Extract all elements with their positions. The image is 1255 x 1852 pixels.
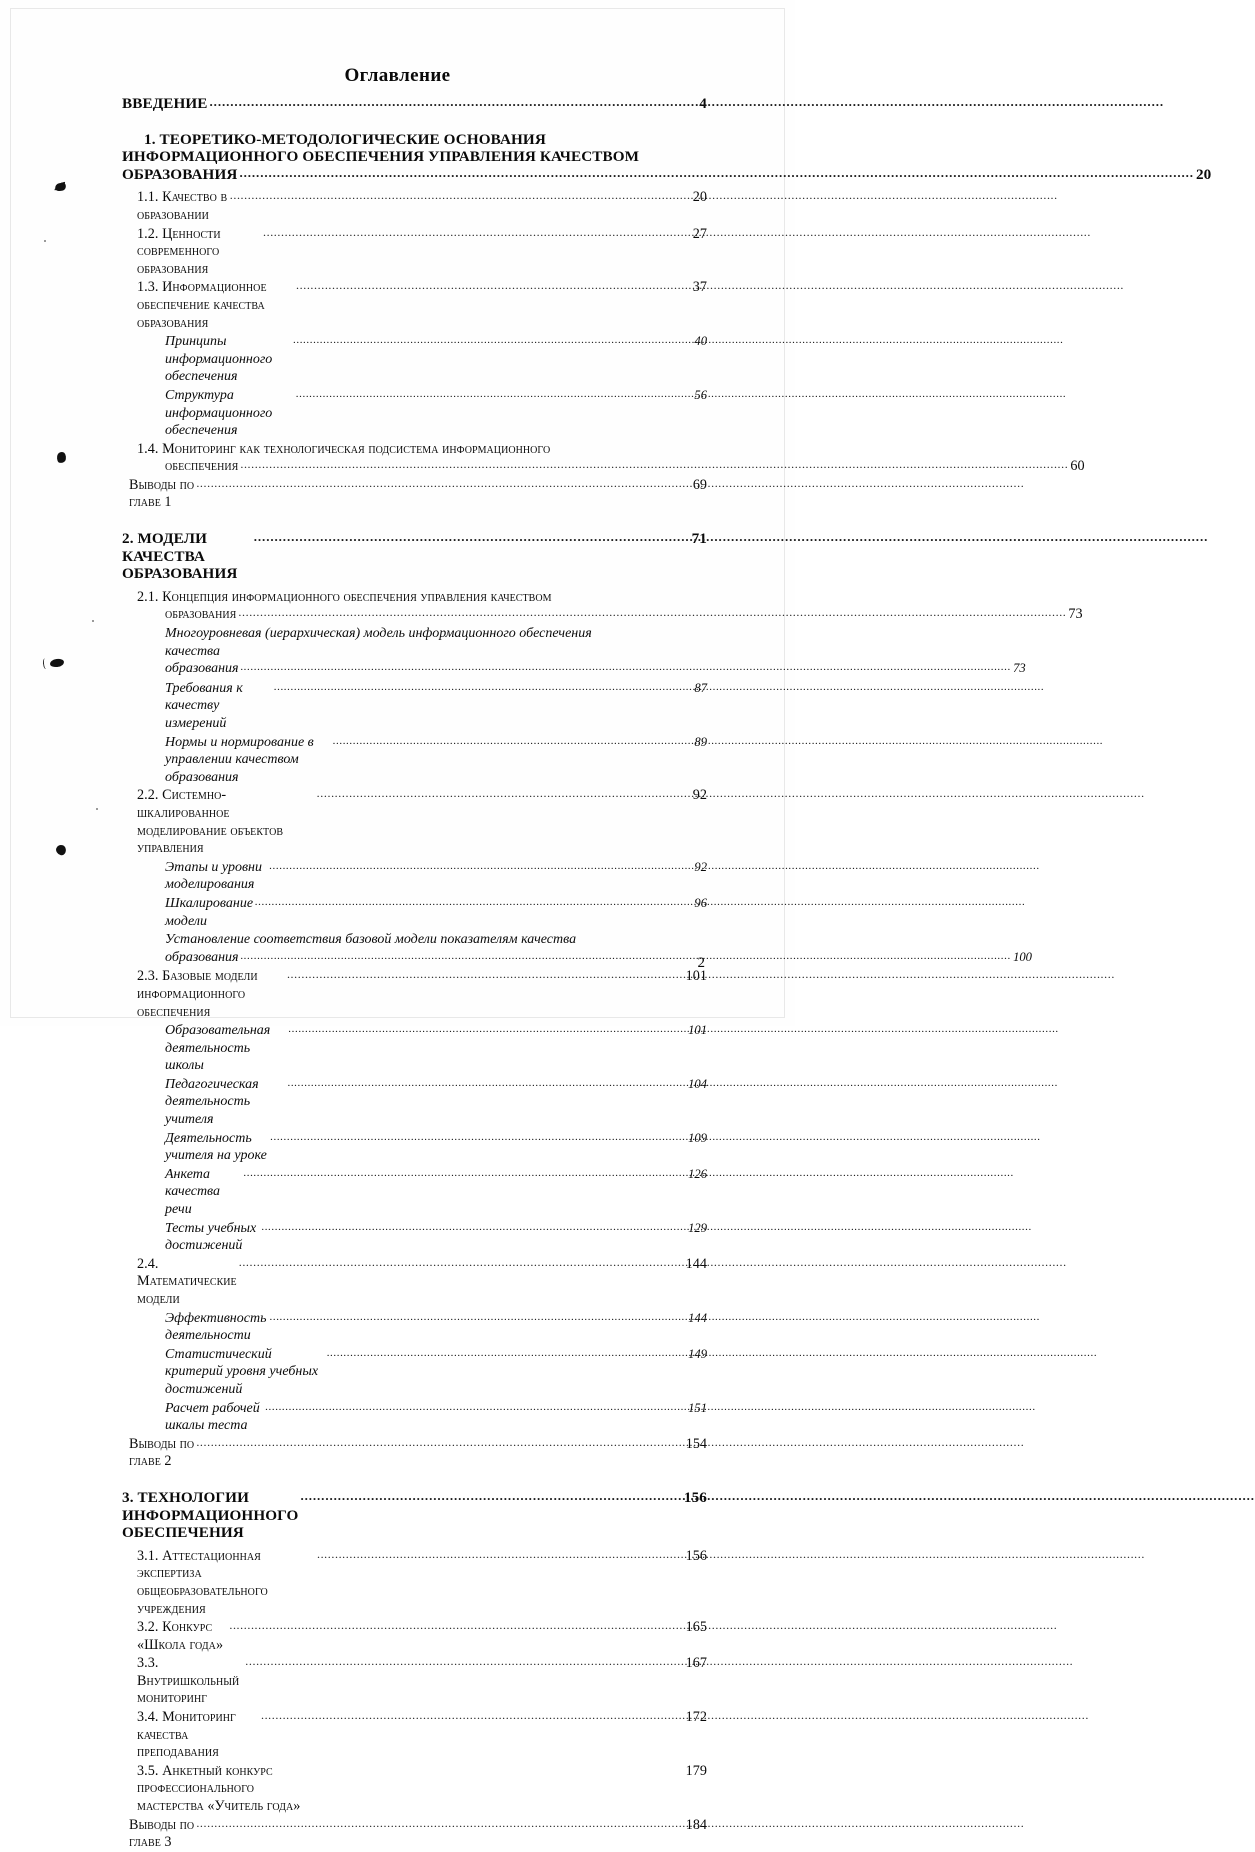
toc-page-number: 144: [685, 1255, 707, 1272]
toc-entry-label: 3.3. Внутришкольный мониторинг: [137, 1655, 243, 1707]
toc-entry-section[interactable]: [122, 968, 707, 1021]
toc-leader-dots: [196, 1434, 683, 1452]
toc-entry-label: Требования к качеству измерений: [165, 680, 247, 731]
toc-leader-dots: [296, 277, 683, 295]
toc-leader-dots: [245, 1653, 683, 1671]
toc-entry-sub[interactable]: [122, 387, 707, 440]
toc-entry-row: [122, 95, 707, 113]
toc-entry-row: [137, 1548, 707, 1618]
toc-entry-section[interactable]: [122, 588, 1083, 624]
toc-leader-dots: [229, 1617, 683, 1635]
toc-leader-dots: [196, 475, 683, 493]
toc-entry-label: 1.3. Информационное обеспечение качества образования: [137, 279, 271, 331]
toc-entry-sub[interactable]: [122, 895, 707, 930]
toc-entry-conclusion[interactable]: [122, 1436, 707, 1471]
toc-leader-dots: [333, 733, 685, 751]
toc-entry-sub[interactable]: [122, 1310, 707, 1345]
toc-page-number: 20: [1195, 165, 1212, 183]
toc-entry-label: Выводы по главе 1: [129, 476, 198, 511]
toc-page-number: 37: [692, 279, 707, 296]
toc-entry-row: [165, 1130, 707, 1165]
toc-entry-label: 3.5. Анкетный конкурс профессионального мастерства «Учитель года»: [137, 1762, 301, 1815]
toc-entry-label: 1.1. Качество в образовании: [137, 189, 231, 223]
toc-entry-row: [137, 189, 707, 224]
toc-entry-row: [137, 1619, 707, 1654]
toc-page-number: 129: [688, 1220, 707, 1235]
toc-entry-label: Образовательная деятельность школы: [165, 1023, 274, 1074]
toc-entry-label: Эффективность деятельности: [165, 1310, 270, 1344]
toc-entry-section[interactable]: [122, 226, 707, 279]
toc-entry-row: [122, 165, 1212, 184]
toc-entry-section[interactable]: [122, 787, 707, 857]
toc-page-number: 73: [1068, 606, 1083, 623]
toc-page-number: 96: [694, 895, 707, 910]
toc-page-number: 73: [1013, 661, 1026, 676]
toc-page-number: 179: [685, 1762, 707, 1779]
toc-entry-label: Принципы информационного обеспечения: [165, 334, 276, 385]
toc-entry-label: обеспечения: [165, 458, 239, 475]
toc-entry-row: [137, 1709, 707, 1762]
toc-entry-sub[interactable]: [122, 1400, 707, 1435]
toc-leader-dots: [210, 93, 679, 111]
toc-entry-row: [165, 1076, 707, 1129]
scan-artifact-speck: [44, 240, 46, 242]
toc-page-number: 184: [685, 1816, 707, 1833]
page-number: 2: [697, 955, 705, 971]
toc-entry-label: 1.2. Ценности современного образования: [137, 225, 225, 277]
toc-entry-chapter[interactable]: [122, 95, 707, 113]
toc-entry-row: [137, 1256, 707, 1309]
toc-leader-dots: [244, 1165, 685, 1183]
toc-leader-dots: [274, 679, 685, 697]
toc-page-number: 172: [685, 1709, 707, 1726]
toc-entry-row: [165, 680, 707, 733]
toc-entry-row: [165, 643, 1026, 679]
toc-leader-dots: [238, 605, 1066, 619]
toc-entry-row: [122, 1489, 707, 1542]
toc-page-number: 149: [688, 1346, 707, 1361]
toc-entry-line: ИНФОРМАЦИОННОГО ОБЕСПЕЧЕНИЯ УПРАВЛЕНИЯ КАЧЕСТВОМ: [122, 148, 640, 166]
toc-entry-row: [165, 1166, 707, 1219]
toc-entry-sub[interactable]: [122, 333, 707, 386]
toc-entry-sub[interactable]: [122, 931, 1032, 967]
toc-entry-row: [137, 458, 1085, 476]
toc-entry-label: Структура информационного обеспечения: [165, 387, 276, 439]
toc-leader-dots: [269, 858, 685, 876]
toc-page-number: 40: [694, 334, 707, 349]
toc-page-number: 87: [694, 680, 707, 695]
scan-artifact-ink-blot: [54, 182, 67, 192]
toc-leader-dots: [265, 1399, 685, 1417]
toc-entry-label: Расчет рабочей шкалы теста: [165, 1400, 264, 1434]
toc-leader-dots: [239, 165, 1194, 180]
toc-entry-row: [137, 1763, 707, 1816]
toc-page-number: 20: [692, 189, 707, 206]
toc-spacer: [122, 583, 707, 588]
toc-page-number: 167: [685, 1655, 707, 1672]
toc-entry-sub[interactable]: [122, 1220, 707, 1255]
toc-leader-dots: [240, 457, 1068, 471]
toc-entry-sub[interactable]: [122, 859, 707, 894]
toc-entry-row: [137, 279, 707, 332]
page-title: Оглавление: [344, 64, 451, 86]
toc-entry-label: 2. МОДЕЛИ КАЧЕСТВА ОБРАЗОВАНИЯ: [122, 530, 238, 583]
toc-entry-row: [165, 1310, 707, 1345]
toc-leader-dots: [296, 386, 685, 404]
toc-entry-label: 3.2. Конкурс «Школа года»: [137, 1619, 224, 1653]
toc-entry-label: Нормы и нормирование в управлении качеством образования: [165, 734, 318, 785]
toc-entry-row: [165, 1022, 707, 1075]
toc-entry-section[interactable]: [122, 189, 707, 224]
scan-artifact-ink-blot: [50, 658, 65, 667]
toc-leader-dots: [317, 1546, 683, 1564]
toc-entry-row: [122, 530, 707, 583]
toc-page-number: 165: [685, 1619, 707, 1636]
toc-entry-label: 2.3. Базовые модели информационного обеспечения: [137, 968, 262, 1020]
toc-leader-dots: [289, 1021, 685, 1039]
toc-entry-section[interactable]: [122, 1655, 707, 1708]
toc-entry-sub[interactable]: [122, 1166, 707, 1219]
toc-entry-row: [165, 895, 707, 930]
toc-entry-row: [129, 477, 707, 512]
toc-leader-dots: [239, 1254, 683, 1272]
toc-spacer: [122, 512, 707, 521]
toc-entry-label: Выводы по главе 3: [129, 1816, 198, 1851]
toc-entry-row: [137, 787, 707, 857]
toc-page-number: 92: [692, 787, 707, 804]
toc-page-number: 156: [685, 1547, 707, 1564]
toc-entry-label: 3.4. Мониторинг качества преподавания: [137, 1709, 240, 1761]
toc-page-number: 101: [685, 968, 707, 985]
toc-leader-dots: [270, 1309, 685, 1327]
scan-artifact-speck: [96, 808, 98, 810]
toc-entry-label: Выводы по главе 2: [129, 1435, 198, 1470]
toc-page-number: 92: [694, 859, 707, 874]
toc-leader-dots: [230, 187, 683, 205]
toc-entry-row: [129, 1436, 707, 1471]
toc-entry-line: 2.1. Концепция информационного обеспечения управления качеством: [137, 588, 552, 605]
toc-entry-row: [165, 734, 707, 787]
toc-entry-sub[interactable]: [122, 625, 1026, 679]
toc-entry-row: [137, 606, 1083, 624]
toc-leader-dots: [317, 785, 683, 803]
toc-entry-label: Анкета качества речи: [165, 1166, 224, 1218]
toc-entry-row: [165, 1400, 707, 1435]
toc-leader-dots: [270, 1129, 685, 1147]
toc-leader-dots: [263, 224, 683, 242]
toc-entry-sub[interactable]: [122, 1346, 707, 1399]
scan-artifact-ink-blot: [56, 451, 66, 463]
table-of-contents: [122, 86, 1212, 1852]
toc-entry-conclusion[interactable]: [122, 477, 707, 512]
toc-entry-section[interactable]: [122, 1763, 707, 1816]
toc-page-number: 27: [692, 225, 707, 242]
toc-entry-chapter[interactable]: [122, 530, 707, 583]
toc-spacer: [122, 1471, 707, 1480]
toc-entry-row: [165, 949, 1032, 968]
toc-page-number: 101: [688, 1023, 707, 1038]
toc-entry-label: Тесты учебных достижений: [165, 1220, 260, 1254]
scan-artifact-speck: [92, 620, 94, 622]
toc-entry-section[interactable]: [122, 440, 1085, 476]
toc-entry-section[interactable]: [122, 1619, 707, 1654]
toc-entry-sub[interactable]: [122, 734, 707, 787]
toc-leader-dots: [287, 966, 683, 984]
toc-leader-dots: [288, 1075, 685, 1093]
toc-entry-row: [137, 1655, 707, 1708]
toc-page-number: 56: [694, 387, 707, 402]
toc-page-number: 126: [688, 1166, 707, 1181]
toc-page-number: 60: [1070, 458, 1085, 475]
toc-leader-dots: [241, 661, 1012, 673]
toc-entry-label: образования: [165, 949, 239, 965]
toc-entry-label: Шкалирование модели: [165, 895, 257, 929]
toc-entry-line: Многоуровневая (иерархическая) модель информационного обеспечения: [165, 626, 592, 642]
toc-entry-row: [165, 1346, 707, 1399]
toc-entry-label: 2.2. Системно-шкалированное моделирование объектов управления: [137, 787, 287, 857]
toc-entry-sub[interactable]: [122, 1076, 707, 1129]
toc-page-number: 89: [694, 734, 707, 749]
toc-entry-section[interactable]: [122, 279, 707, 332]
toc-entry-line: 1.4. Мониторинг как технологическая подсистема информационного: [137, 440, 551, 457]
toc-entry-section[interactable]: [122, 1256, 707, 1309]
toc-entry-sub[interactable]: [122, 680, 707, 733]
toc-entry-conclusion[interactable]: [122, 1817, 707, 1852]
toc-entry-label: ОБРАЗОВАНИЯ: [122, 165, 238, 183]
toc-page-number: 100: [1013, 949, 1032, 964]
toc-entry-row: [137, 226, 707, 279]
toc-entry-label: ВВЕДЕНИЕ: [122, 95, 208, 112]
toc-page-number: 151: [688, 1400, 707, 1415]
toc-page-number: 71: [691, 530, 707, 548]
toc-leader-dots: [196, 1815, 683, 1833]
toc-entry-label: 3.1. Аттестационная экспертиза общеобразовательного учреждения: [137, 1547, 276, 1617]
toc-entry-line: 1. ТЕОРЕТИКО-МЕТОДОЛОГИЧЕСКИЕ ОСНОВАНИЯ: [144, 130, 546, 148]
toc-page-number: 4: [699, 95, 707, 112]
toc-entry-label: Статистический критерий уровня учебных достижений: [165, 1346, 322, 1397]
scan-artifact-ink-blot: [55, 844, 68, 857]
toc-page-number: 154: [685, 1435, 707, 1452]
toc-entry-label: Деятельность учителя на уроке: [165, 1130, 267, 1164]
toc-entry-row: [129, 1817, 707, 1852]
toc-leader-dots: [261, 1707, 683, 1725]
toc-page-number: 156: [683, 1488, 707, 1506]
toc-leader-dots: [293, 332, 685, 350]
toc-entry-label: 3. ТЕХНОЛОГИИ ИНФОРМАЦИОННОГО ОБЕСПЕЧЕНИЯ: [122, 1488, 303, 1542]
toc-leader-dots: [262, 1219, 685, 1237]
toc-entry-label: Педагогическая деятельность учителя: [165, 1076, 263, 1128]
toc-page-number: 144: [688, 1310, 707, 1325]
toc-page-number: 69: [692, 476, 707, 493]
toc-entry-label: образования: [165, 606, 237, 623]
toc-entry-chapter[interactable]: [122, 1489, 707, 1542]
toc-page-number: 104: [688, 1076, 707, 1091]
toc-entry-chapter[interactable]: [122, 130, 1212, 184]
toc-entry-sub[interactable]: [122, 1130, 707, 1165]
toc-leader-dots: [254, 528, 679, 546]
toc-leader-dots: [300, 1487, 679, 1505]
toc-entry-sub[interactable]: [122, 1022, 707, 1075]
toc-leader-dots: [241, 950, 1012, 962]
toc-spacer: [122, 113, 707, 122]
toc-entry-section[interactable]: [122, 1709, 707, 1762]
toc-leader-dots: [327, 1345, 685, 1363]
toc-entry-row: [165, 387, 707, 440]
toc-entry-line: Установление соответствия базовой модели показателям качества: [165, 932, 577, 948]
toc-leader-dots: [255, 894, 685, 912]
toc-entry-section[interactable]: [122, 1548, 707, 1618]
toc-entry-label: качества образования: [165, 643, 239, 677]
toc-entry-label: 2.4. Математические модели: [137, 1255, 241, 1307]
toc-entry-row: [137, 968, 707, 1021]
toc-entry-row: [165, 333, 707, 386]
toc-entry-row: [165, 859, 707, 894]
toc-page-number: 109: [688, 1130, 707, 1145]
toc-entry-row: [165, 1220, 707, 1255]
toc-entry-label: Этапы и уровни моделирования: [165, 859, 266, 893]
